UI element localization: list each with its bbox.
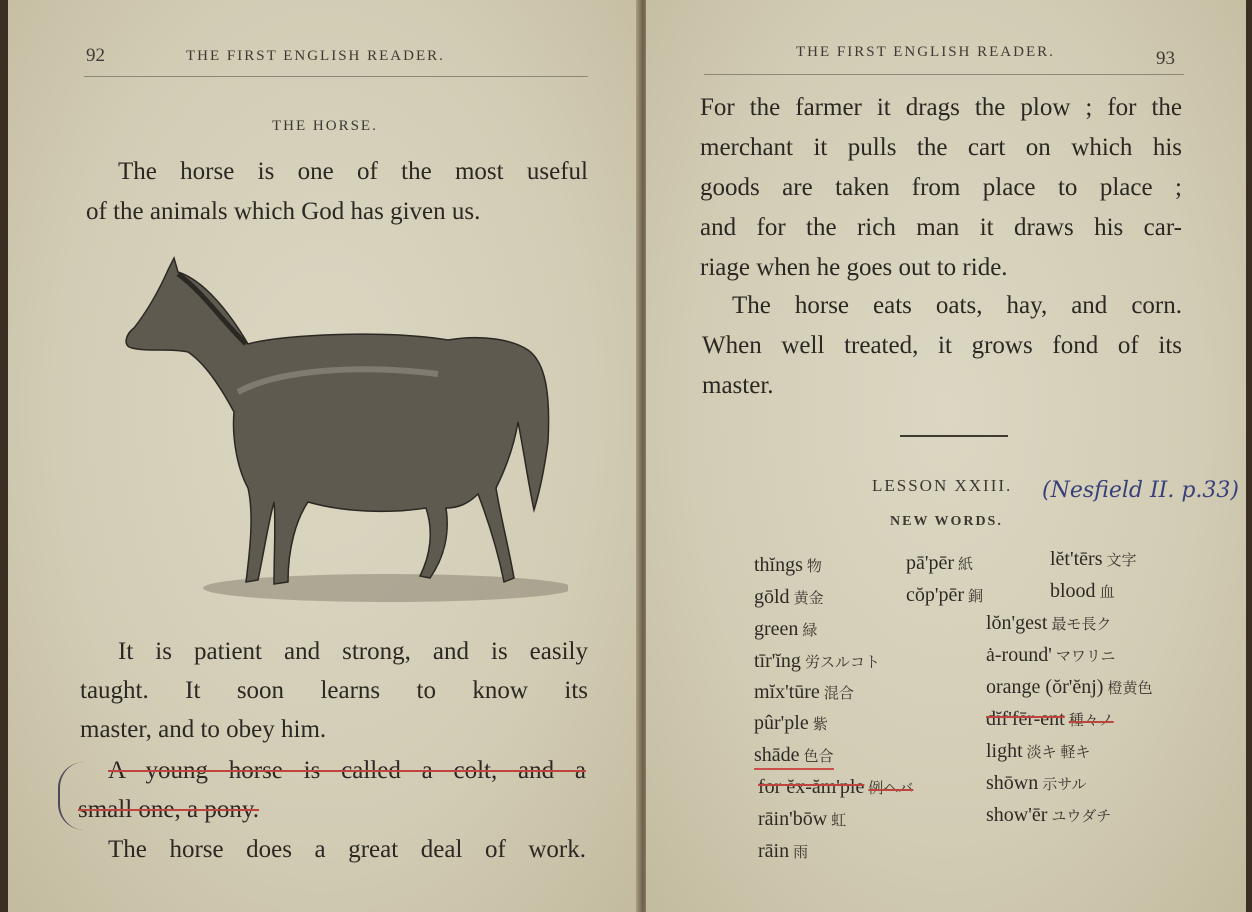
- vocab-item: light 淡キ 軽キ: [986, 740, 1091, 762]
- header-rule-left: [84, 76, 588, 77]
- header-rule-right: [704, 74, 1184, 75]
- vocab-item: mĭx'tūre 混合: [754, 681, 854, 703]
- left-page: [8, 0, 640, 912]
- p1-line-4: and for the rich man it draws his car-: [700, 214, 1182, 241]
- para-line-1: It is patient and strong, and is easily: [118, 638, 588, 665]
- vocab-item-underlined: shāde 色合: [754, 744, 834, 770]
- struck-line-1: A young horse is called a colt, and a: [108, 757, 586, 784]
- vocab-item: show'ēr ユウダチ: [986, 804, 1112, 826]
- vocab-item: rāin'bōw 虹: [758, 808, 847, 830]
- page-number-right: 93: [1156, 48, 1175, 69]
- p1-line-1: For the farmer it drags the plow ; for the: [700, 94, 1182, 121]
- struck-line-2: small one, a pony.: [78, 796, 259, 823]
- para-line-2: taught. It soon learns to know its: [80, 677, 588, 704]
- vocab-item-struck: for ĕx-ăm'ple 例ヘバ: [758, 776, 914, 798]
- vocab-item: orange (ŏr'ĕnj) 橙黄色: [986, 676, 1153, 698]
- vocab-item: blood 血: [1050, 580, 1115, 602]
- vocab-item: gōld 黄金: [754, 586, 824, 608]
- vocab-item: pûr'ple 紫: [754, 712, 828, 734]
- vocab-item: rāin 雨: [758, 840, 809, 862]
- new-words-heading: NEW WORDS.: [890, 514, 1003, 529]
- p2-line-2: When well treated, it grows fond of its: [702, 332, 1182, 359]
- vocab-item: tīr'ĭng 労スルコト: [754, 650, 880, 672]
- vocab-item: cŏp'pēr 銅: [906, 584, 984, 606]
- vocab-item: shōwn 示サル: [986, 772, 1087, 794]
- vocab-item: pā'pēr 紙: [906, 552, 974, 574]
- page-number-left: 92: [86, 45, 105, 66]
- p1-line-2: merchant it pulls the cart on which his: [700, 134, 1182, 161]
- right-page: [646, 0, 1246, 912]
- p1-line-3: goods are taken from place to place ;: [700, 174, 1182, 201]
- lesson-title: THE HORSE.: [272, 118, 378, 134]
- intro-line-2: of the animals which God has given us.: [86, 198, 481, 225]
- handwritten-annotation: (Nesfield II. p.33): [1042, 478, 1239, 503]
- vocab-item: lŏn'gest 最モ長ク: [986, 612, 1112, 634]
- last-line: The horse does a great deal of work.: [108, 836, 586, 863]
- running-head-left: THE FIRST ENGLISH READER.: [186, 48, 445, 64]
- horse-illustration: [108, 252, 568, 612]
- p2-line-1: The horse eats oats, hay, and corn.: [732, 292, 1182, 319]
- intro-line-1: The horse is one of the most useful: [118, 158, 588, 185]
- lesson-heading: LESSON XXIII.: [872, 476, 1013, 495]
- vocab-item: green 緑: [754, 618, 818, 640]
- vocab-item: lĕt'tērs 文字: [1050, 548, 1137, 570]
- vocab-item: ȧ-round' マワリニ: [986, 644, 1116, 666]
- para-line-3: master, and to obey him.: [80, 716, 327, 743]
- vocab-item: thĭngs 物: [754, 554, 822, 576]
- running-head-right: THE FIRST ENGLISH READER.: [796, 44, 1055, 60]
- p2-line-3: master.: [702, 372, 774, 399]
- vocab-item-struck: dĭf'fēr-ent 種々ノ: [986, 708, 1114, 730]
- section-divider: [900, 435, 1008, 437]
- p1-line-5: riage when he goes out to ride.: [700, 254, 1008, 281]
